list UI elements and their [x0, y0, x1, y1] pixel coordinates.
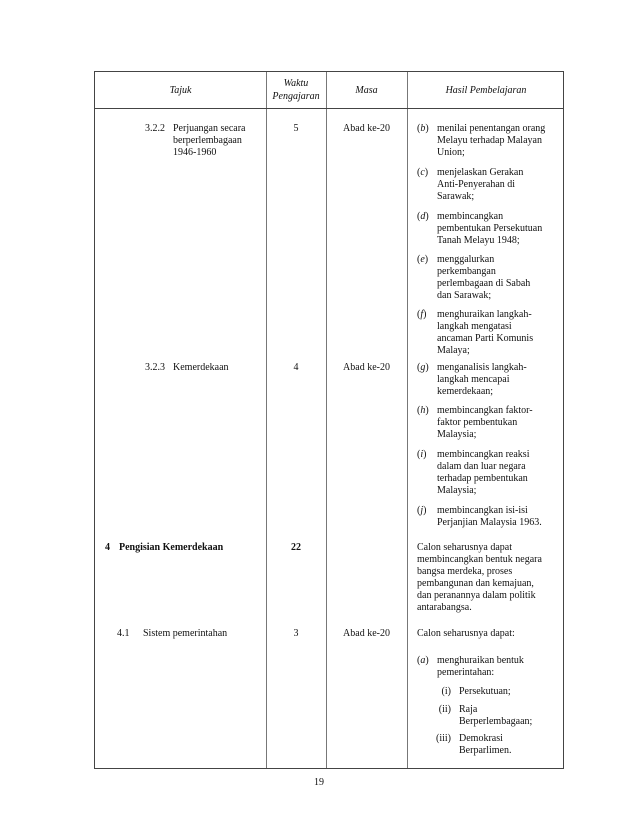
- outcome-line: Tanah Melayu 1948;: [437, 235, 520, 246]
- outcome-line: Anti-Penyerahan di: [437, 179, 516, 190]
- outcome-line: Melayu terhadap Malayan: [437, 135, 542, 146]
- outcome-label: (c): [417, 167, 429, 178]
- section-number: 4: [105, 542, 110, 553]
- outcome-label: (i): [417, 449, 427, 460]
- outcome-line: perkembangan: [437, 266, 496, 277]
- section-description: [417, 542, 563, 614]
- header-waktu-line2: Pengajaran: [272, 91, 320, 102]
- page-number: 19: [314, 777, 324, 788]
- row-title: Kemerdekaan: [173, 362, 229, 373]
- sub-item-text: [459, 686, 559, 698]
- outcome-line: terhadap pembentukan: [437, 473, 528, 484]
- header-waktu: [266, 77, 326, 103]
- column-divider: [407, 72, 408, 768]
- outcome-item: [417, 167, 563, 205]
- outcome-line: pembentukan Persekutuan: [437, 223, 543, 234]
- section-title: Pengisian Kemerdekaan: [119, 542, 224, 553]
- row-title-line: 1946-1960: [173, 147, 217, 158]
- outcome-line: menggalurkan: [437, 254, 495, 265]
- row-waktu: 4: [293, 362, 299, 373]
- sub-item-line: Berperlembagaan;: [459, 716, 533, 727]
- header-divider: [95, 108, 563, 109]
- outcome-line: menghuraikan langkah-: [437, 309, 532, 320]
- sub-item-label: (i): [441, 686, 451, 697]
- sub-item: [417, 733, 563, 759]
- outcome-line: perlembagaan di Sabah: [437, 278, 531, 289]
- sub-item-line: Berparlimen.: [459, 745, 512, 756]
- outcome-line: kemerdekaan;: [437, 386, 494, 397]
- row-masa: Abad ke-20: [343, 123, 390, 134]
- section-waktu: 22: [291, 542, 301, 553]
- outcome-line: menjelaskan Gerakan: [437, 167, 524, 178]
- outcome-text: [437, 405, 561, 441]
- header-tajuk: Tajuk: [169, 85, 192, 96]
- outcome-line: Union;: [437, 147, 465, 158]
- outcome-line: dan Sarawak;: [437, 290, 492, 301]
- outcome-label: (h): [417, 405, 429, 416]
- outcome-line: menghuraikan bentuk: [437, 655, 524, 666]
- outcome-line: ancaman Parti Komunis: [437, 333, 534, 344]
- outcome-text: [437, 449, 561, 497]
- outcome-label: (j): [417, 505, 427, 516]
- row-number: 4.1: [117, 628, 130, 639]
- outcome-line: Malaysia;: [437, 485, 477, 496]
- outcome-text: [437, 211, 561, 247]
- sub-item-label: (ii): [438, 704, 451, 715]
- outcome-text: [437, 254, 561, 302]
- outcome-item: [417, 655, 563, 681]
- outcome-item: [417, 505, 563, 531]
- header-hasil: Hasil Pembelajaran: [445, 85, 527, 96]
- outcome-line: langkah mengatasi: [437, 321, 512, 332]
- outcome-text: [437, 123, 561, 159]
- sub-item-line: Demokrasi: [459, 733, 503, 744]
- row-title-line: berperlembagaan: [173, 135, 242, 146]
- outcome-line: membincangkan reaksi: [437, 449, 530, 460]
- outcome-label: (e): [417, 254, 429, 265]
- row-masa: Abad ke-20: [343, 628, 390, 639]
- description-line: pembangunan dan kemajuan,: [417, 578, 534, 589]
- description-line: antarabangsa.: [417, 602, 472, 613]
- sub-item-line: Persekutuan;: [459, 686, 511, 697]
- outcome-line: menganalisis langkah-: [437, 362, 527, 373]
- outcome-label: (a): [417, 655, 429, 666]
- outcome-label: (b): [417, 123, 429, 134]
- row-title-line: Perjuangan secara: [173, 123, 246, 134]
- outcome-line: membincangkan faktor-: [437, 405, 533, 416]
- outcome-label: (g): [417, 362, 429, 373]
- row-masa: Abad ke-20: [343, 362, 390, 373]
- outcome-text: [437, 505, 561, 529]
- description-line: membincangkan bentuk negara: [417, 554, 542, 565]
- sub-item-text: [459, 704, 559, 728]
- outcome-line: Perjanjian Malaysia 1963.: [437, 517, 542, 528]
- row-title: [173, 123, 265, 159]
- outcome-label: (f): [417, 309, 427, 320]
- sub-item-line: Raja: [459, 704, 478, 715]
- outcome-line: membincangkan: [437, 211, 504, 222]
- outcome-line: Malaysia;: [437, 429, 477, 440]
- row-number: 3.2.2: [145, 123, 165, 134]
- sub-item-label: (iii): [436, 733, 451, 744]
- outcome-line: membincangkan isi-isi: [437, 505, 528, 516]
- sub-item: [417, 704, 563, 730]
- row-waktu: 5: [293, 123, 299, 134]
- outcome-item: [417, 309, 563, 359]
- description-line: dan peranannya dalam politik: [417, 590, 536, 601]
- sub-item: [417, 686, 563, 700]
- outcome-line: pemerintahan:: [437, 667, 495, 678]
- description-line: bangsa merdeka, proses: [417, 566, 513, 577]
- description-line: Calon seharusnya dapat: [417, 542, 512, 553]
- outcome-item: [417, 211, 563, 249]
- header-waktu-line1: Waktu: [283, 78, 309, 89]
- section-intro: Calon seharusnya dapat:: [417, 628, 515, 639]
- outcome-line: Sarawak;: [437, 191, 475, 202]
- curriculum-table: [94, 71, 564, 769]
- outcome-label: (d): [417, 211, 429, 222]
- outcome-line: dalam dan luar negara: [437, 461, 526, 472]
- header-masa: Masa: [355, 85, 378, 96]
- outcome-line: langkah mencapai: [437, 374, 510, 385]
- column-divider: [326, 72, 327, 768]
- outcome-line: faktor pembentukan: [437, 417, 518, 428]
- outcome-item: [417, 123, 563, 161]
- outcome-item: [417, 405, 563, 443]
- outcome-item: [417, 449, 563, 499]
- column-divider: [266, 72, 267, 768]
- row-number: 3.2.3: [145, 362, 165, 373]
- row-title: Sistem pemerintahan: [143, 628, 228, 639]
- outcome-item: [417, 254, 563, 304]
- outcome-text: [437, 309, 561, 357]
- outcome-line: menilai penentangan orang: [437, 123, 546, 134]
- row-waktu: 3: [293, 628, 299, 639]
- outcome-text: [437, 167, 561, 203]
- sub-item-text: [459, 733, 559, 757]
- outcome-text: [437, 655, 561, 679]
- outcome-line: Malaya;: [437, 345, 470, 356]
- outcome-item: [417, 362, 563, 400]
- outcome-text: [437, 362, 561, 398]
